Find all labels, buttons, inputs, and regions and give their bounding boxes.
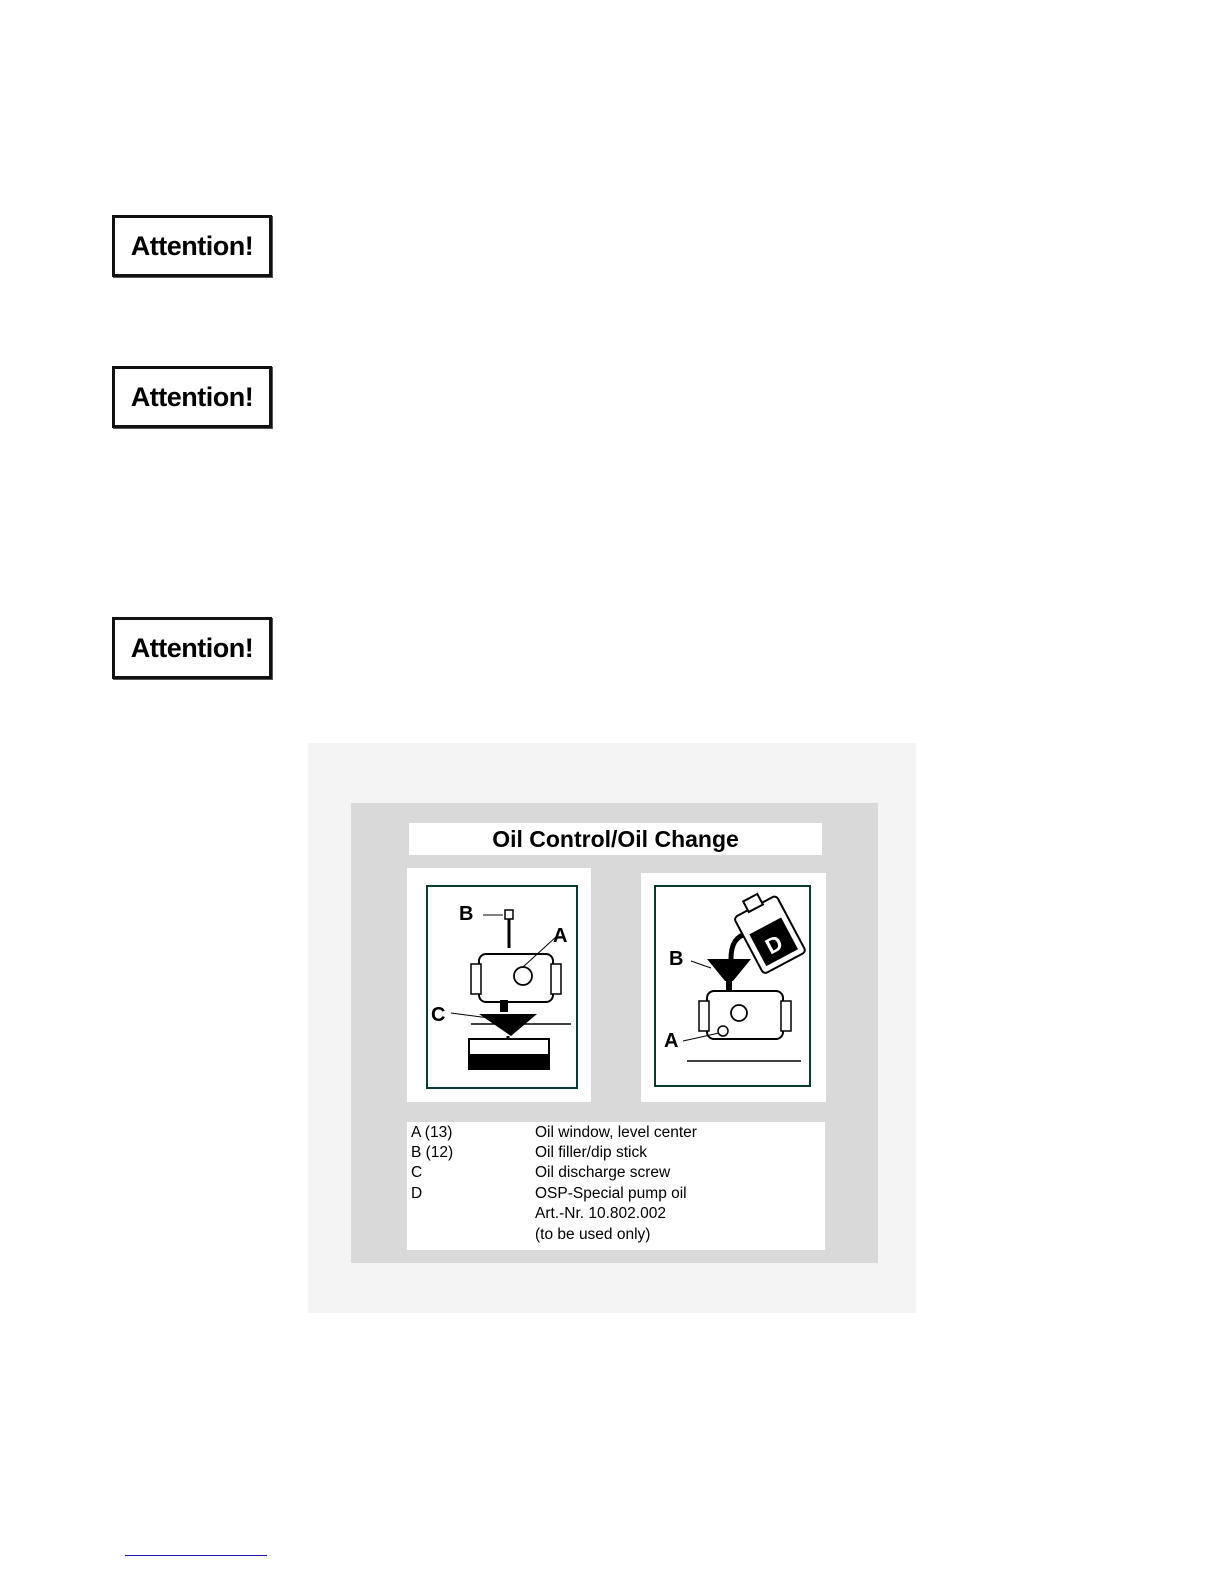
- attention-label: Attention!: [130, 381, 254, 412]
- label-b: B: [459, 903, 474, 925]
- attention-label: Attention!: [130, 632, 254, 663]
- legend-description: Oil filler/dip stick: [535, 1144, 647, 1161]
- legend-row: [411, 1204, 821, 1225]
- legend-row: [411, 1163, 821, 1184]
- figure-title: [409, 823, 822, 855]
- figure-title-text: Oil Control/Oil Change: [492, 825, 739, 852]
- label-d: D: [761, 929, 787, 960]
- legend-description: Oil discharge screw: [535, 1164, 671, 1181]
- oil-change-illustration: [641, 873, 826, 1102]
- oil-control-illustration: [407, 868, 591, 1102]
- legend-row: [411, 1225, 821, 1246]
- attention-box-1: [112, 215, 272, 277]
- label-c: C: [431, 1004, 446, 1026]
- legend-description: (to be used only): [535, 1226, 651, 1243]
- footnote-separator: [125, 1555, 267, 1556]
- pump-fill-drawing: [641, 873, 826, 1102]
- attention-box-2: [112, 366, 272, 428]
- legend-description: OSP-Special pump oil: [535, 1185, 687, 1202]
- legend-key: A (13): [411, 1124, 453, 1141]
- legend-row: [411, 1143, 821, 1164]
- legend-key: C: [411, 1164, 423, 1181]
- legend-row: [411, 1123, 821, 1144]
- attention-label: Attention!: [130, 230, 254, 261]
- attention-box-3: [112, 617, 272, 679]
- label-a: A: [553, 925, 568, 947]
- label-a: A: [664, 1030, 679, 1052]
- label-b: B: [669, 948, 684, 970]
- pump-drain-drawing: [407, 868, 591, 1102]
- legend-description: Art.-Nr. 10.802.002: [535, 1205, 666, 1222]
- legend-key: B (12): [411, 1144, 454, 1161]
- legend-row: [411, 1184, 821, 1205]
- legend-description: Oil window, level center: [535, 1124, 697, 1141]
- legend-key: D: [411, 1185, 423, 1202]
- figure-legend: [407, 1122, 825, 1250]
